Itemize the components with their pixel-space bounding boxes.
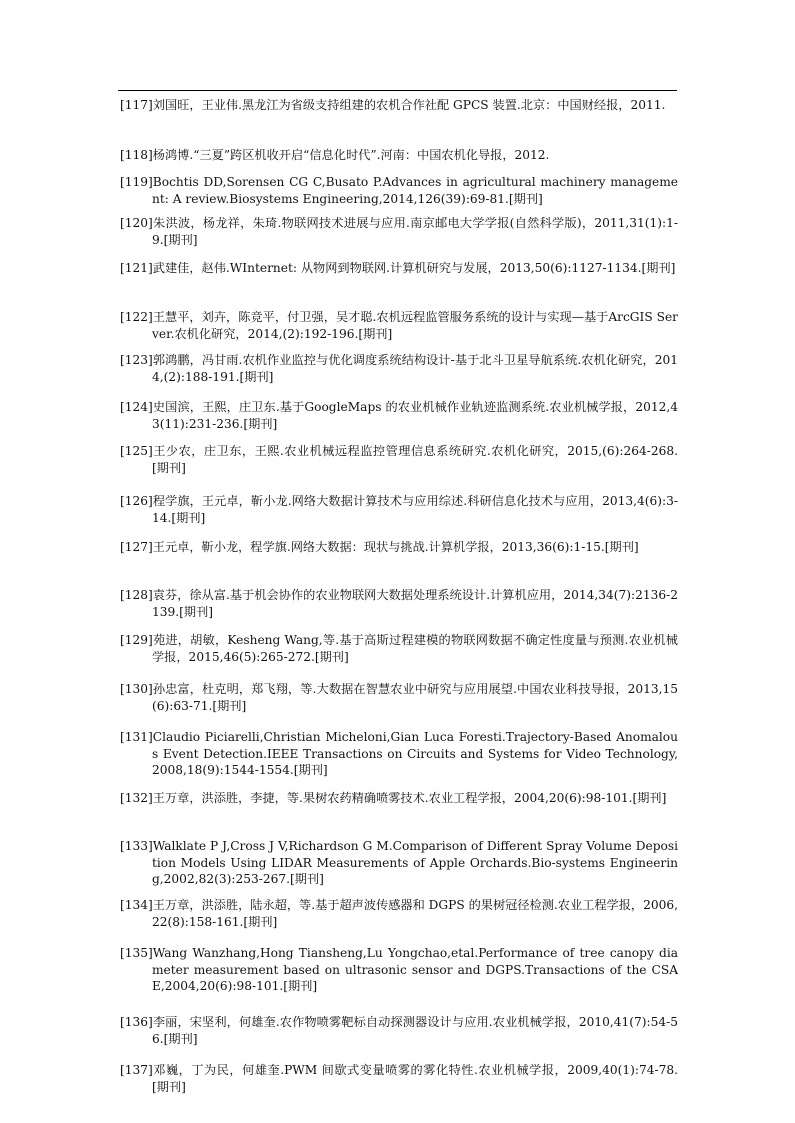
reference-121: [121]武建佳，赵伟.WInternet: 从物网到物联网.计算机研究与发展，2013,50(6):1127-1134.[期刊] [120, 261, 676, 275]
reference-120: [120]朱洪波，杨龙祥，朱琦.物联网技术进展与应用.南京邮电大学学报(自然科学版)，2011,31(1):1-9.[期刊] [120, 216, 678, 247]
reference-127: [127]王元卓，靳小龙，程学旗.网络大数据：现状与挑战.计算机学报，2013,36(6):1-15.[期刊] [120, 540, 639, 554]
reference-119: [119]Bochtis DD,Sorensen CG C,Busato P.Advances in agricultural machinery management: A review.Biosystems Engineering,2014,126(39):69-81.[期刊] [120, 175, 678, 206]
reference-130: [130]孙忠富，杜克明，郑飞翔，等.大数据在智慧农业中研究与应用展望.中国农业科技导报，2013,15(6):63-71.[期刊] [120, 682, 678, 713]
reference-122: [122]王慧平，刘卉，陈竞平，付卫强，吴才聪.农机远程监管服务系统的设计与实现—基于ArcGIS Server.农机化研究，2014,(2):192-196.[期刊] [120, 310, 678, 341]
reference-134: [134]王万章，洪添胜，陆永超，等.基于超声波传感器和 DGPS 的果树冠径检测.农业工程学报，2006,22(8):158-161.[期刊] [120, 898, 678, 929]
reference-125: [125]王少农，庄卫东，王熙.农业机械远程监控管理信息系统研究.农机化研究，2015,(6):264-268.[期刊] [120, 444, 678, 475]
reference-135: [135]Wang Wanzhang,Hong Tiansheng,Lu Yongchao,etal.Performance of tree canopy diameter measurement based on ultrasonic sensor and DGPS.Transactions of the CSAE,2004,20(6):98-101.[期刊] [120, 946, 678, 993]
reference-131: [131]Claudio Piciarelli,Christian Micheloni,Gian Luca Foresti.Trajectory-Based Anomalous Event Detection.IEEE Transactions on Circuits and Systems for Video Technology,2008,18(9):1544-1554.[期刊] [120, 730, 678, 777]
reference-137: [137]邓巍，丁为民，何雄奎.PWM 间歇式变量喷雾的雾化特性.农业机械学报，2009,40(1):74-78.[期刊] [120, 1063, 678, 1094]
reference-133: [133]Walklate P J,Cross J V,Richardson G M.Comparison of Different Spray Volume Deposition Models Using LIDAR Measurements of Apple Orchards.Bio-systems Engineering,2002,82(3):253-267.[期刊] [120, 839, 678, 886]
reference-129: [129]苑进，胡敏，Kesheng Wang,等.基于高斯过程建模的物联网数据不确定性度量与预测.农业机械学报，2015,46(5):265-272.[期刊] [120, 633, 678, 664]
reference-124: [124]史国滨，王熙，庄卫东.基于GoogleMaps 的农业机械作业轨迹监测系统.农业机械学报，2012,43(11):231-236.[期刊] [120, 400, 678, 431]
reference-117: [117]刘国旺，王业伟.黑龙江为省级支持组建的农机合作社配 GPCS 装置.北京：中国财经报，2011. [120, 98, 666, 112]
header-rule [118, 90, 677, 91]
reference-136: [136]李丽，宋坚利，何雄奎.农作物喷雾靶标自动探测器设计与应用.农业机械学报，2010,41(7):54-56.[期刊] [120, 1015, 678, 1046]
reference-118: [118]杨鸿博.“三夏”跨区机收开启“信息化时代”.河南：中国农机化导报，2012. [120, 148, 550, 162]
reference-123: [123]郭鸿鹏，冯甘雨.农机作业监控与优化调度系统结构设计-基于北斗卫星导航系统.农机化研究，2014,(2):188-191.[期刊] [120, 353, 678, 384]
reference-126: [126]程学旗，王元卓，靳小龙.网络大数据计算技术与应用综述.科研信息化技术与应用，2013,4(6):3-14.[期刊] [120, 494, 678, 525]
reference-128: [128]袁芬，徐从富.基于机会协作的农业物联网大数据处理系统设计.计算机应用，2014,34(7):2136-2139.[期刊] [120, 588, 678, 619]
reference-132: [132]王万章，洪添胜，李捷，等.果树农药精确喷雾技术.农业工程学报，2004,20(6):98-101.[期刊] [120, 791, 667, 805]
